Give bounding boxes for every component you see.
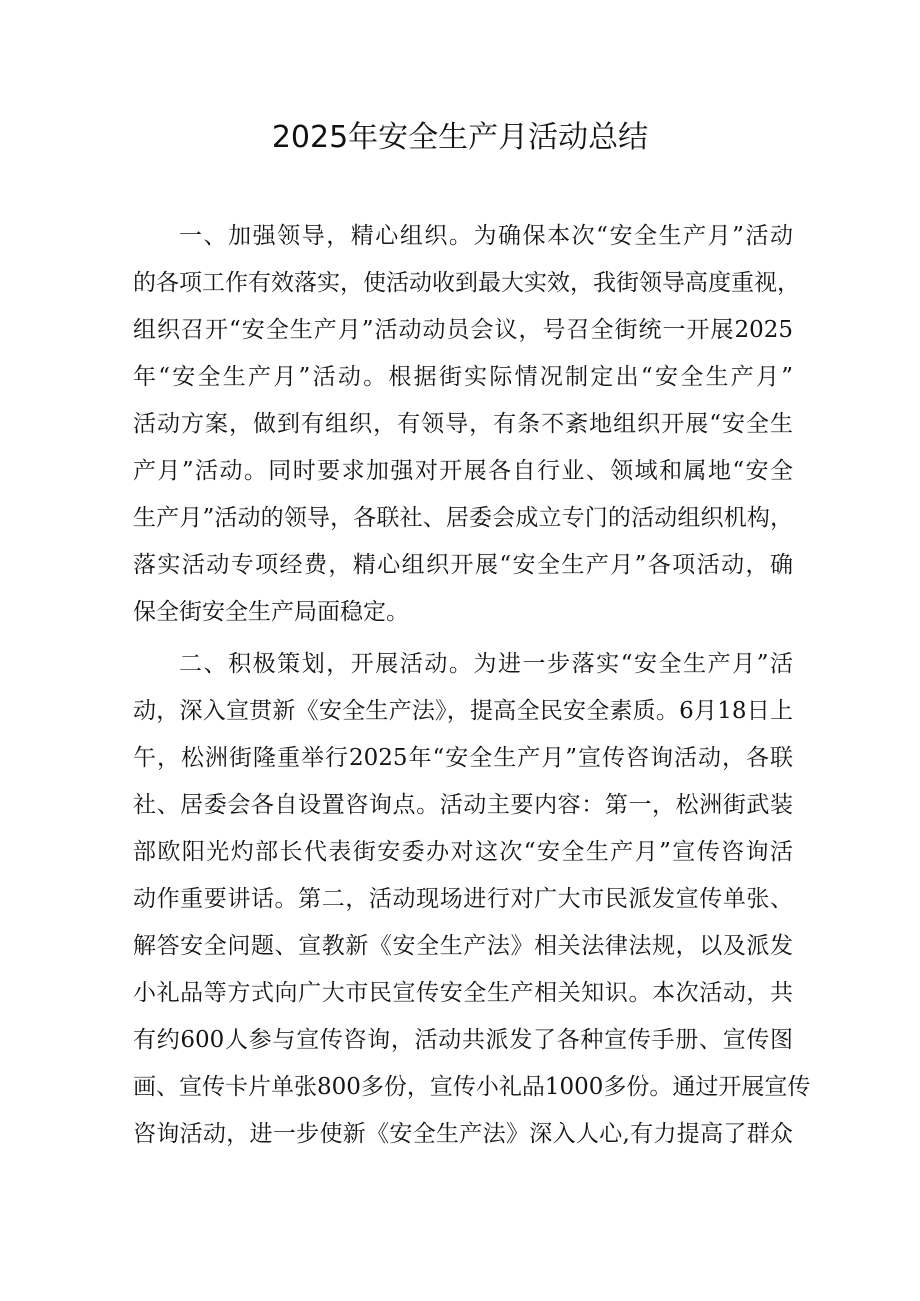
paragraph-line: 一、加强领导，精心组织。为确保本次“安全生产月”活动 xyxy=(179,223,793,249)
paragraph-line: 有约600人参与宣传咨询，活动共派发了各种宣传手册、宣传图 xyxy=(133,1027,793,1053)
paragraph-line: 二、积极策划，开展活动。为进一步落实“安全生产月”活 xyxy=(179,651,793,677)
paragraph-line: 产月”活动。同时要求加强对开展各自行业、领域和属地“安全 xyxy=(133,458,793,484)
paragraph-line: 部欧阳光灼部长代表街安委办对这次“安全生产月”宣传咨询活 xyxy=(133,839,793,865)
paragraph-line: 小礼品等方式向广大市民宣传安全生产相关知识。本次活动，共 xyxy=(133,980,793,1006)
paragraph-1 xyxy=(133,213,800,636)
paragraph-line: 组织召开“安全生产月”活动动员会议，号召全街统一开展2025 xyxy=(133,317,793,343)
paragraph-line: 画、宣传卡片单张800多份，宣传小礼品1000多份。通过开展宣传 xyxy=(133,1074,811,1100)
paragraph-line: 咨询活动，进一步使新《安全生产法》深入人心,有力提高了群众 xyxy=(133,1121,793,1147)
paragraph-line: 的各项工作有效落实，使活动收到最大实效，我街领导高度重视， xyxy=(133,270,800,296)
paragraph-line: 保全街安全生产局面稳定。 xyxy=(133,599,409,625)
paragraph-line: 活动方案，做到有组织，有领导，有条不紊地组织开展“安全生 xyxy=(133,411,793,437)
paragraph-line: 动作重要讲话。第二，活动现场进行对广大市民派发宣传单张、 xyxy=(133,886,793,912)
paragraph-line: 午，松洲街隆重举行2025年“安全生产月”宣传咨询活动，各联 xyxy=(133,745,793,771)
paragraph-line: 年“安全生产月”活动。根据街实际情况制定出“安全生产月” xyxy=(133,364,793,390)
paragraph-2 xyxy=(133,641,811,1158)
document-title: 2025年安全生产月活动总结 xyxy=(271,120,649,155)
paragraph-line: 落实活动专项经费，精心组织开展“安全生产月”各项活动，确 xyxy=(133,552,793,578)
paragraph-line: 社、居委会各自设置咨询点。活动主要内容：第一，松洲街武装 xyxy=(133,792,793,818)
paragraph-line: 动，深入宣贯新《安全生产法》，提高全民安全素质。6月18日上 xyxy=(133,698,793,724)
paragraph-line: 生产月”活动的领导，各联社、居委会成立专门的活动组织机构， xyxy=(133,505,793,531)
paragraph-line: 解答安全问题、宣教新《安全生产法》相关法律法规，以及派发 xyxy=(133,933,793,959)
